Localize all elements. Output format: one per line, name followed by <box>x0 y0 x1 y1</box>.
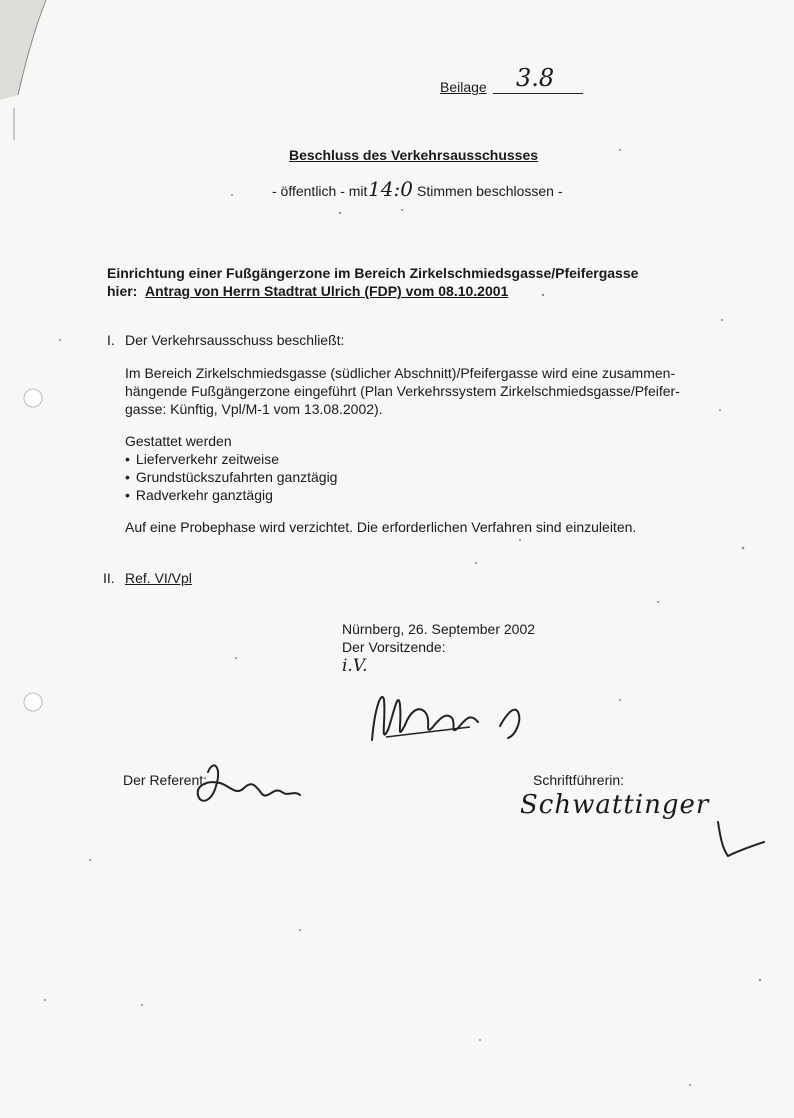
chair-label: Der Vorsitzende: <box>342 639 446 655</box>
beilage-label: Beilage <box>440 79 487 95</box>
section2-numeral: II. <box>103 570 115 586</box>
beilage-number: 3.8 <box>516 64 555 92</box>
punch-hole-bottom <box>24 693 42 711</box>
document-title: Beschluss des Verkehrsausschusses <box>289 147 539 163</box>
chair-signature <box>372 697 519 740</box>
handwritten-iv: i.V. <box>342 656 368 676</box>
subject-line-2-rest: Antrag von Herrn Stadtrat Ulrich (FDP) vom 08.10.2001 <box>145 283 509 299</box>
section1-numeral: I. <box>107 332 115 348</box>
section1-paragraph-line-2: hängende Fußgängerzone eingeführt (Plan Verkehrssystem Zirkelschmiedsgasse/Pfeifer- <box>125 383 680 399</box>
check-mark <box>718 822 764 856</box>
secretary-label: Schriftführerin: <box>533 772 625 788</box>
allowed-item-1: • Lieferverkehr zeitweise <box>125 450 279 468</box>
section1-paragraph-line-3: gasse: Künftig, Vpl/M-1 vom 13.08.2002). <box>125 401 383 417</box>
allowed-heading: Gestattet werden <box>125 433 232 449</box>
vote-line-before: - öffentlich - mit <box>272 183 368 199</box>
subject-line-2-prefix: hier: <box>107 283 138 299</box>
section1-closing: Auf eine Probephase wird verzichtet. Die erforderlichen Verfahren sind einzuleiten. <box>125 519 637 535</box>
section2-text: Ref. VI/Vpl <box>125 570 192 586</box>
vote-count-handwritten: 14:0 <box>368 177 413 201</box>
allowed-item-2: • Grundstückszufahrten ganztägig <box>125 468 337 486</box>
section1-heading: Der Verkehrsausschuss beschließt: <box>125 332 345 348</box>
subject-line-1: Einrichtung einer Fußgängerzone im Bereich Zirkelschmiedsgasse/Pfeifergasse <box>107 265 639 281</box>
vote-line-after: Stimmen beschlossen - <box>417 183 563 199</box>
page-curl-shadow <box>0 0 46 100</box>
referent-label: Der Referent: <box>123 772 208 788</box>
referent-signature <box>198 765 300 800</box>
section1-paragraph-line-1: Im Bereich Zirkelschmiedsgasse (südlicher Abschnitt)/Pfeifergasse wird eine zusammen- <box>125 365 676 381</box>
punch-hole-top <box>24 389 42 407</box>
allowed-item-3: • Radverkehr ganztägig <box>125 486 273 504</box>
place-date: Nürnberg, 26. September 2002 <box>342 621 536 637</box>
secretary-signature: Schwattinger <box>520 790 710 820</box>
